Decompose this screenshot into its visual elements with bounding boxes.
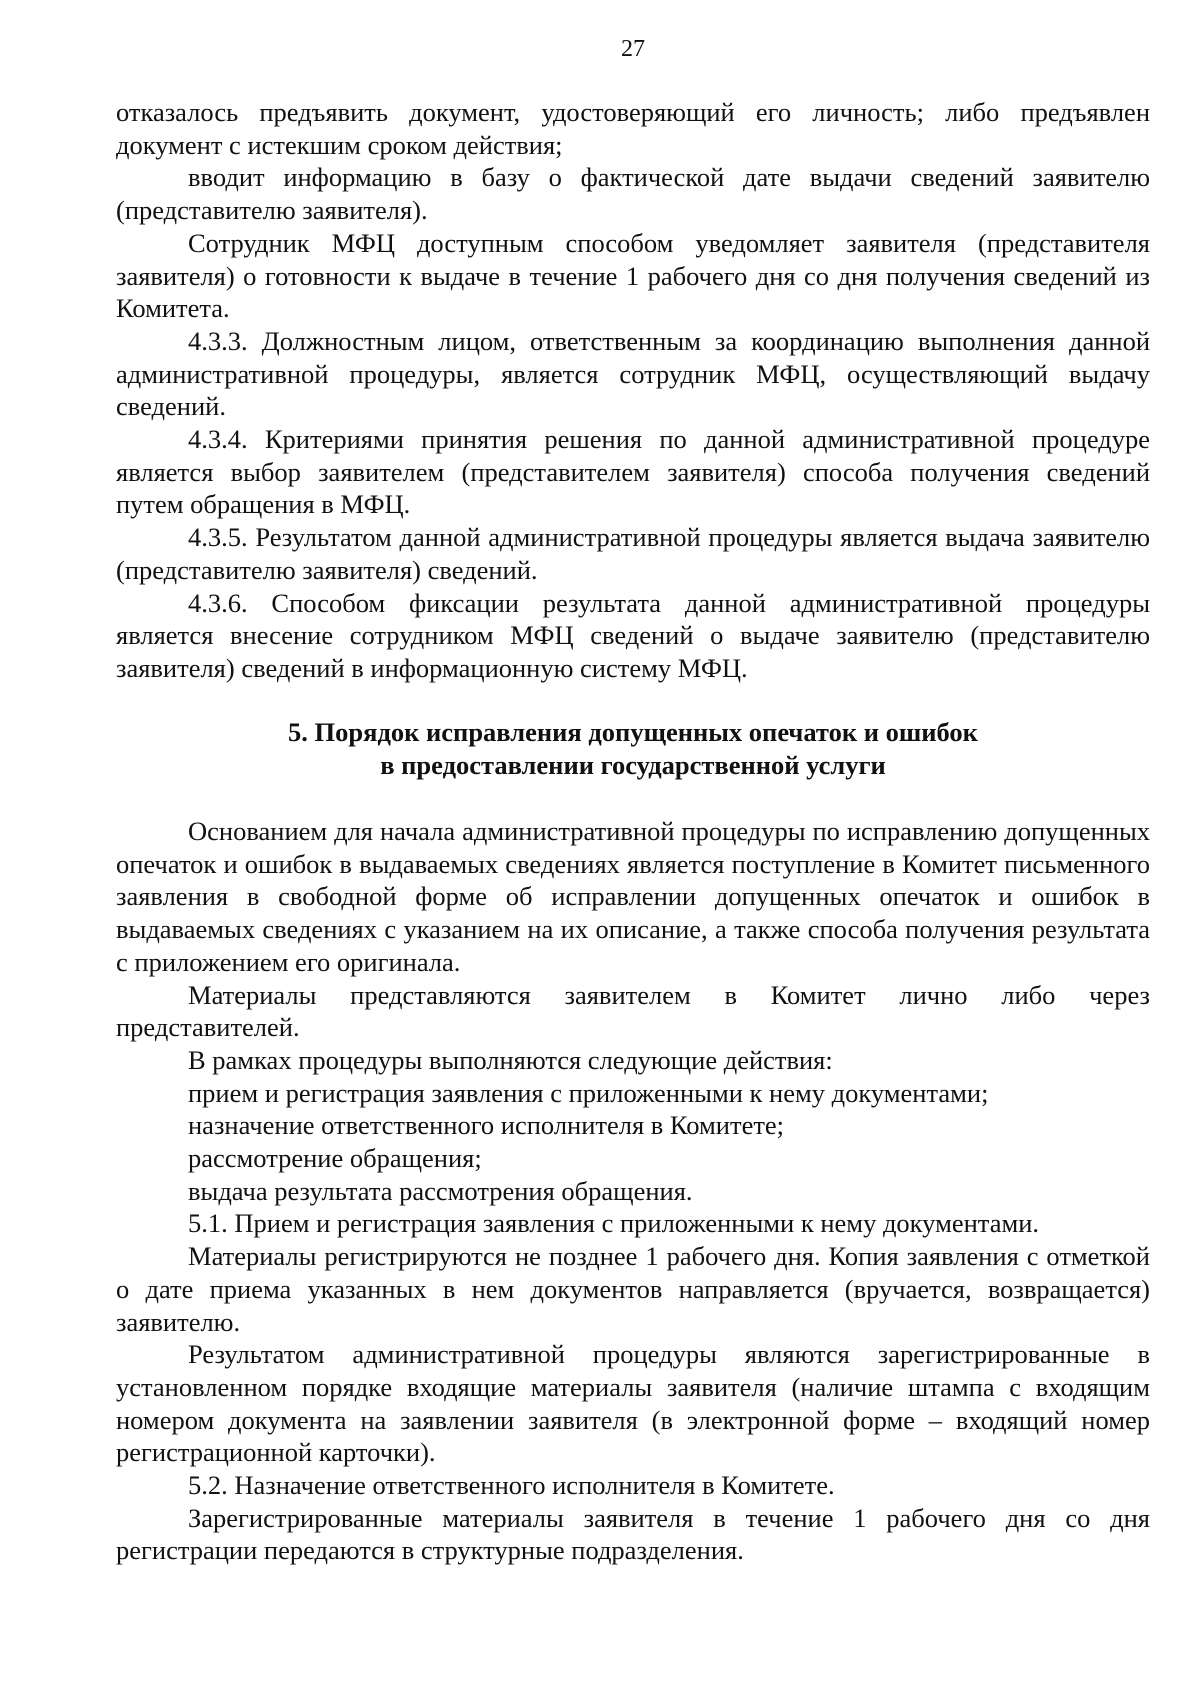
paragraph-5-2: 5.2. Назначение ответственного исполнителя в Комитете. <box>188 1470 835 1501</box>
paragraph: Основанием для начала административной процедуры по исправлению допущенных опечаток и ошибок в выдаваемых сведениях является поступление в Комитет письменного заявления в свободной форме об исправлении допущенных опечаток и ошибок в выдаваемых сведениях с указанием на их описание, а также способа получения результата с приложением его оригинала. <box>116 816 1150 977</box>
paragraph-4-3-5: 4.3.5. Результатом данной административной процедуры является выдача заявителю (представителю заявителя) сведений. <box>116 522 1150 585</box>
section-4-continuation <box>116 96 1150 685</box>
paragraph-5-1: 5.1. Прием и регистрация заявления с приложенными к нему документами. <box>188 1208 1040 1239</box>
paragraph: Материалы регистрируются не позднее 1 рабочего дня. Копия заявления с отметкой о дате приема указанных в нем документов направляется (вручается, возвращается) заявителю. <box>116 1241 1150 1337</box>
paragraph-4-3-4: 4.3.4. Критериями принятия решения по данной административной процедуре является выбор заявителем (представителем заявителя) способа получения сведений путем обращения в МФЦ. <box>116 424 1150 520</box>
paragraph: Сотрудник МФЦ доступным способом уведомляет заявителя (представителя заявителя) о готовности к выдаче в течение 1 рабочего дня со дня получения сведений из Комитета. <box>116 227 1150 324</box>
list-item: выдача результата рассмотрения обращения. <box>188 1175 693 1206</box>
section-5-heading <box>116 716 1150 782</box>
list-item: прием и регистрация заявления с приложенными к нему документами; <box>188 1077 989 1108</box>
section-5-body <box>116 815 1150 1567</box>
heading-line-2: в предоставлении государственной услуги <box>380 750 886 780</box>
list-item: рассмотрение обращения; <box>188 1143 482 1174</box>
paragraph: Результатом административной процедуры являются зарегистрированные в установленном порядке входящие материалы заявителя (наличие штампа с входящим номером документа на заявлении заявителя (в электронной форме – входящий номер регистрационной карточки). <box>116 1339 1150 1468</box>
heading-line-1: 5. Порядок исправления допущенных опечаток и ошибок <box>288 717 978 747</box>
paragraph: Материалы представляются заявителем в Комитет лично либо через представителей. <box>116 979 1150 1043</box>
paragraph-4-3-3: 4.3.3. Должностным лицом, ответственным за координацию выполнения данной административной процедуры, является сотрудник МФЦ, осуществляющий выдачу сведений. <box>116 325 1150 422</box>
list-item: назначение ответственного исполнителя в Комитете; <box>188 1110 785 1141</box>
paragraph: Зарегистрированные материалы заявителя в течение 1 рабочего дня со дня регистрации передаются в структурные подразделения. <box>116 1502 1150 1566</box>
paragraph-4-3-6: 4.3.6. Способом фиксации результата данной административной процедуры является внесение сотрудником МФЦ сведений о выдаче заявителю (представителю заявителя) сведений в информационную систему МФЦ. <box>116 587 1150 683</box>
page-number: 27 <box>621 36 645 62</box>
paragraph: отказалось предъявить документ, удостоверяющий его личность; либо предъявлен документ с истекшим сроком действия; <box>116 97 1150 160</box>
paragraph: В рамках процедуры выполняются следующие действия: <box>188 1044 833 1075</box>
paragraph: вводит информацию в базу о фактической дате выдачи сведений заявителю (представителю заявителя). <box>116 162 1150 226</box>
